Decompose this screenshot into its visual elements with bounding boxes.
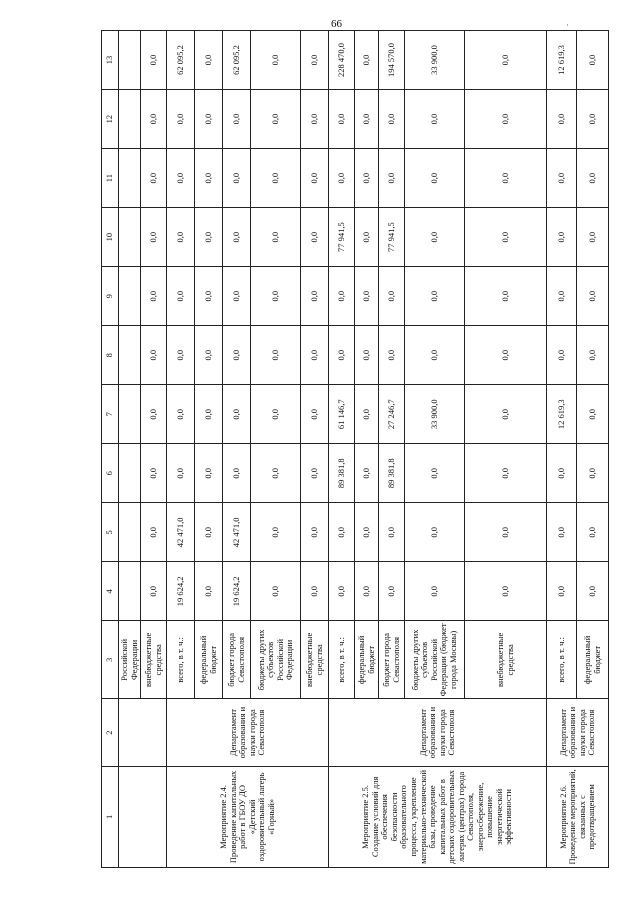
value-cell: 0,0 — [251, 90, 301, 149]
value-cell: 0,0 — [223, 208, 251, 267]
value-cell: 0,0 — [195, 326, 223, 385]
value-cell: 0,0 — [577, 90, 609, 149]
column-header: 8 — [102, 326, 119, 385]
value-cell: 62 095,2 — [223, 31, 251, 90]
value-cell: 0,0 — [405, 267, 465, 326]
value-cell: 0,0 — [141, 444, 167, 503]
value-cell: 12 619,3 — [547, 385, 577, 444]
value-cell: 0,0 — [195, 208, 223, 267]
funding-source-cell: всего, в т. ч.: — [167, 621, 195, 699]
value-cell: 0,0 — [195, 267, 223, 326]
value-cell: 42 471,0 — [167, 503, 195, 562]
executor-cell: Департамент образования и науки города Севастополя — [329, 699, 547, 766]
value-cell: 0,0 — [577, 562, 609, 621]
value-cell — [119, 562, 141, 621]
value-cell: 0,0 — [251, 267, 301, 326]
value-cell: 0,0 — [577, 385, 609, 444]
column-header: 7 — [102, 385, 119, 444]
value-cell: 0,0 — [141, 208, 167, 267]
value-cell: 194 570,0 — [379, 31, 405, 90]
value-cell: 0,0 — [223, 90, 251, 149]
column-header: 13 — [102, 31, 119, 90]
value-cell: 89 381,8 — [329, 444, 355, 503]
value-cell — [119, 149, 141, 208]
value-cell: 0,0 — [379, 267, 405, 326]
value-cell: 0,0 — [379, 562, 405, 621]
value-cell: 0,0 — [167, 267, 195, 326]
value-cell: 0,0 — [547, 90, 577, 149]
value-cell: 0,0 — [167, 444, 195, 503]
value-cell: 0,0 — [355, 149, 379, 208]
value-cell: 0,0 — [355, 385, 379, 444]
value-cell: 0,0 — [577, 503, 609, 562]
value-cell: 0,0 — [379, 90, 405, 149]
value-cell: 0,0 — [577, 267, 609, 326]
funding-source-cell: внебюджетные средства — [141, 621, 167, 699]
value-cell: 0,0 — [465, 267, 547, 326]
column-header: 5 — [102, 503, 119, 562]
funding-source-cell: внебюджетные средства — [301, 621, 329, 699]
column-header: 11 — [102, 149, 119, 208]
funding-source-cell: Российской Федерации — [119, 621, 141, 699]
value-cell: 0,0 — [465, 31, 547, 90]
value-cell: 0,0 — [355, 503, 379, 562]
value-cell: 0,0 — [329, 267, 355, 326]
value-cell: 228 470,0 — [329, 31, 355, 90]
value-cell: 0,0 — [465, 385, 547, 444]
activity-name-cell: Мероприятие 2.4. Проведение капитальных работ в ГБОУ ДО «Детский оздоровительный лагерь «Горный» — [167, 766, 329, 867]
value-cell: 0,0 — [195, 385, 223, 444]
column-header: 4 — [102, 562, 119, 621]
value-cell — [119, 31, 141, 90]
value-cell: 0,0 — [465, 562, 547, 621]
value-cell: 0,0 — [577, 208, 609, 267]
value-cell: 0,0 — [355, 326, 379, 385]
executor-cell — [119, 699, 167, 766]
value-cell: 0,0 — [355, 267, 379, 326]
value-cell: 19 624,2 — [223, 562, 251, 621]
value-cell: 0,0 — [223, 267, 251, 326]
value-cell: 0,0 — [301, 562, 329, 621]
funding-source-cell: бюджет города Севастополя — [379, 621, 405, 699]
value-cell: 0,0 — [301, 149, 329, 208]
activity-name-cell — [119, 766, 167, 867]
value-cell: 0,0 — [141, 503, 167, 562]
value-cell: 0,0 — [251, 326, 301, 385]
budget-table — [101, 30, 609, 868]
value-cell: 0,0 — [547, 149, 577, 208]
value-cell: 27 246,7 — [379, 385, 405, 444]
funding-source-cell: бюджеты других субъектов Российской Федерации (бюджет города Москвы) — [405, 621, 465, 699]
value-cell: 0,0 — [141, 267, 167, 326]
value-cell: 0,0 — [195, 31, 223, 90]
value-cell: 0,0 — [223, 444, 251, 503]
value-cell: 0,0 — [223, 326, 251, 385]
value-cell: 0,0 — [141, 149, 167, 208]
value-cell: 61 146,7 — [329, 385, 355, 444]
value-cell: 0,0 — [355, 31, 379, 90]
value-cell: 0,0 — [167, 208, 195, 267]
value-cell: 0,0 — [301, 90, 329, 149]
value-cell: 0,0 — [405, 326, 465, 385]
value-cell: 0,0 — [547, 267, 577, 326]
value-cell: 0,0 — [355, 444, 379, 503]
value-cell: 0,0 — [195, 90, 223, 149]
column-header: 10 — [102, 208, 119, 267]
value-cell: 0,0 — [301, 444, 329, 503]
table-row — [547, 31, 577, 868]
rotated-table-wrapper — [101, 30, 602, 868]
column-header: 3 — [102, 621, 119, 699]
value-cell: 0,0 — [195, 503, 223, 562]
value-cell: 0,0 — [577, 31, 609, 90]
value-cell: 0,0 — [251, 503, 301, 562]
value-cell: 0,0 — [223, 385, 251, 444]
value-cell: 12 619,3 — [547, 31, 577, 90]
value-cell — [119, 444, 141, 503]
executor-cell: Департамент образования и науки города Севастополя — [167, 699, 329, 766]
value-cell — [119, 326, 141, 385]
value-cell: 0,0 — [195, 149, 223, 208]
value-cell: 0,0 — [547, 562, 577, 621]
funding-source-cell: федеральный бюджет — [195, 621, 223, 699]
funding-source-cell: бюджет города Севастополя — [223, 621, 251, 699]
value-cell: 0,0 — [195, 562, 223, 621]
value-cell: 0,0 — [167, 326, 195, 385]
value-cell: 0,0 — [251, 385, 301, 444]
table-header — [102, 31, 119, 868]
value-cell: 0,0 — [465, 503, 547, 562]
value-cell: 0,0 — [465, 326, 547, 385]
value-cell: 0,0 — [355, 208, 379, 267]
table-row — [119, 31, 141, 868]
table-body — [119, 31, 609, 868]
value-cell: 89 381,8 — [379, 444, 405, 503]
value-cell: 62 095,2 — [167, 31, 195, 90]
value-cell — [119, 90, 141, 149]
value-cell — [119, 385, 141, 444]
value-cell — [119, 267, 141, 326]
value-cell: 0,0 — [251, 149, 301, 208]
value-cell: 0,0 — [405, 562, 465, 621]
funding-source-cell: федеральный бюджет — [577, 621, 609, 699]
value-cell: 0,0 — [355, 562, 379, 621]
column-header: 6 — [102, 444, 119, 503]
value-cell: 0,0 — [405, 149, 465, 208]
value-cell: 0,0 — [577, 326, 609, 385]
activity-name-cell: Мероприятие 2.5. Создание условий для обеспечения безопасности образовательного процесса, укрепление материально-технической базы, проведение капитальных работ в детских оздоровительных лагерях (центрах) города Севастополя, энергосбережение, повышение энергетической эффективности — [329, 766, 547, 867]
value-cell: 0,0 — [251, 444, 301, 503]
value-cell: 0,0 — [547, 208, 577, 267]
value-cell: 0,0 — [379, 503, 405, 562]
value-cell: 0,0 — [405, 503, 465, 562]
value-cell: 0,0 — [465, 444, 547, 503]
value-cell: 0,0 — [379, 326, 405, 385]
value-cell: 0,0 — [379, 149, 405, 208]
value-cell: 0,0 — [141, 326, 167, 385]
value-cell: 42 471,0 — [223, 503, 251, 562]
column-header: 9 — [102, 267, 119, 326]
value-cell — [119, 208, 141, 267]
value-cell: 0,0 — [405, 444, 465, 503]
value-cell: 33 900,0 — [405, 385, 465, 444]
value-cell: 0,0 — [355, 90, 379, 149]
value-cell: 0,0 — [301, 385, 329, 444]
value-cell: 77 941,5 — [329, 208, 355, 267]
table-row — [167, 31, 195, 868]
table-row — [329, 31, 355, 868]
value-cell: 0,0 — [329, 326, 355, 385]
value-cell: 0,0 — [301, 503, 329, 562]
value-cell: 0,0 — [301, 31, 329, 90]
value-cell: 0,0 — [251, 562, 301, 621]
column-header: 12 — [102, 90, 119, 149]
value-cell: 0,0 — [577, 444, 609, 503]
value-cell: 0,0 — [547, 326, 577, 385]
scan-speck: · — [566, 20, 569, 30]
executor-cell: Департамент образования и науки города Севастополя — [547, 699, 609, 766]
funding-source-cell: внебюджетные средства — [465, 621, 547, 699]
value-cell: 0,0 — [465, 90, 547, 149]
value-cell: 0,0 — [329, 90, 355, 149]
value-cell: 0,0 — [167, 90, 195, 149]
value-cell: 0,0 — [405, 90, 465, 149]
column-header: 1 — [102, 766, 119, 867]
value-cell: 0,0 — [141, 90, 167, 149]
value-cell: 0,0 — [141, 562, 167, 621]
value-cell: 0,0 — [577, 149, 609, 208]
funding-source-cell: всего, в т. ч.: — [329, 621, 355, 699]
funding-source-cell: бюджеты других субъектов Российской Федерации — [251, 621, 301, 699]
column-header: 2 — [102, 699, 119, 766]
value-cell: 0,0 — [301, 208, 329, 267]
value-cell: 0,0 — [223, 149, 251, 208]
value-cell: 0,0 — [167, 149, 195, 208]
value-cell: 0,0 — [329, 503, 355, 562]
value-cell: 0,0 — [141, 31, 167, 90]
funding-source-cell: федеральный бюджет — [355, 621, 379, 699]
activity-name-cell: Мероприятие 2.6. Проведение мероприятий, связанных с предотвращением — [547, 766, 609, 867]
value-cell: 0,0 — [465, 208, 547, 267]
funding-source-cell: всего, в т. ч.: — [547, 621, 577, 699]
value-cell: 19 624,2 — [167, 562, 195, 621]
value-cell: 0,0 — [405, 208, 465, 267]
value-cell: 33 900,0 — [405, 31, 465, 90]
value-cell — [119, 503, 141, 562]
value-cell: 0,0 — [141, 385, 167, 444]
value-cell: 0,0 — [547, 444, 577, 503]
value-cell: 0,0 — [301, 267, 329, 326]
value-cell: 0,0 — [167, 385, 195, 444]
value-cell: 0,0 — [329, 562, 355, 621]
value-cell: 0,0 — [251, 208, 301, 267]
value-cell: 0,0 — [251, 31, 301, 90]
page-number: 66 — [331, 18, 342, 30]
value-cell: 0,0 — [465, 149, 547, 208]
value-cell: 0,0 — [547, 503, 577, 562]
value-cell: 77 941,5 — [379, 208, 405, 267]
value-cell: 0,0 — [301, 326, 329, 385]
value-cell: 0,0 — [329, 149, 355, 208]
value-cell: 0,0 — [195, 444, 223, 503]
